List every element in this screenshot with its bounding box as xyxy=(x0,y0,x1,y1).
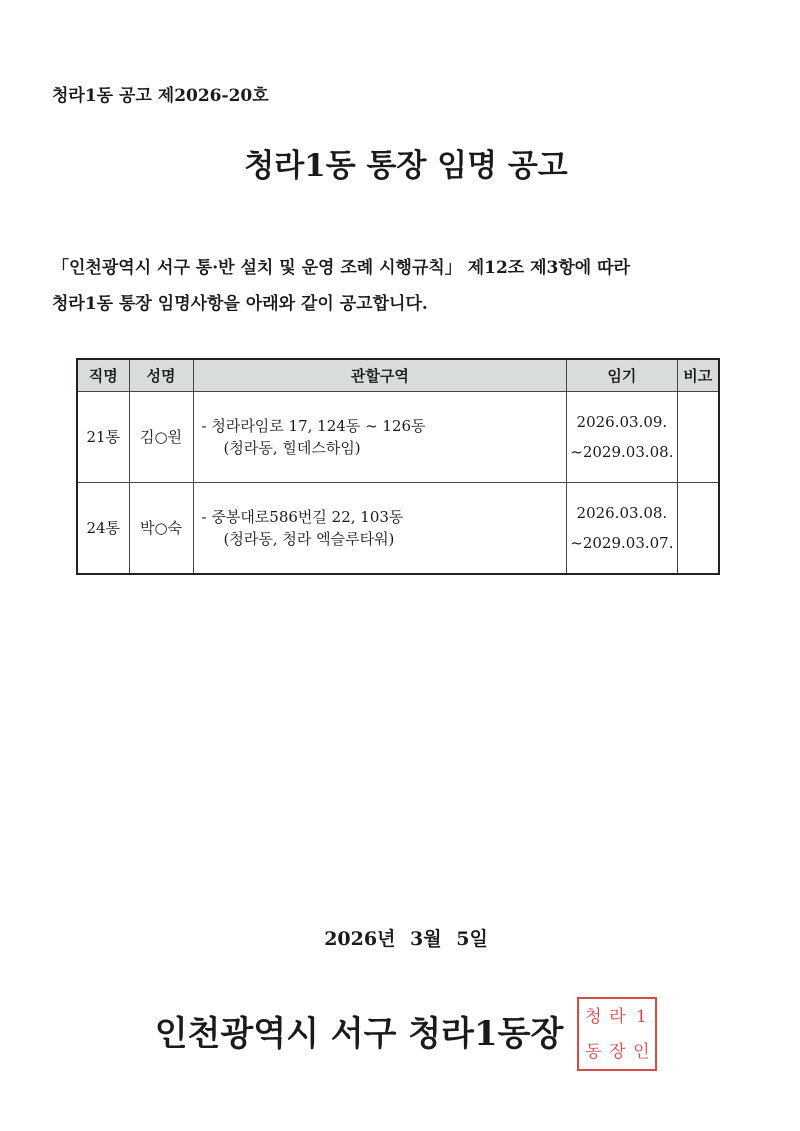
issuer-name: 인천광역시 서구 청라1동장 xyxy=(154,1014,564,1054)
table-row xyxy=(77,392,719,483)
area-address: - 청라라임로 17, 124동 ~ 126동 xyxy=(201,417,426,435)
official-seal: 청 라 1 동 장 인 xyxy=(577,997,657,1071)
cell-note xyxy=(677,483,719,575)
term-start: 2026.03.08. xyxy=(576,504,668,522)
cell-term xyxy=(567,392,677,483)
area-detail: (청라동, 청라 엑슬루타워) xyxy=(223,530,395,548)
area-detail: (청라동, 힐데스하임) xyxy=(223,439,361,457)
header-term: 임기 xyxy=(567,359,677,392)
cell-name: 김○원 xyxy=(129,392,193,483)
body-line-1: 「인천광역시 서구 통·반 설치 및 운영 조례 시행규칙」 제12조 제3항에 따라 xyxy=(52,258,630,278)
notice-number: 청라1동 공고 제2026-20호 xyxy=(52,86,269,106)
table-row xyxy=(77,483,719,575)
cell-area xyxy=(193,392,567,483)
term-end: ~2029.03.08. xyxy=(570,443,674,461)
issuer-block xyxy=(52,997,760,1071)
notice-date: 2026년 3월 5일 xyxy=(324,928,488,950)
cell-position: 21통 xyxy=(77,392,129,483)
cell-name: 박○숙 xyxy=(129,483,193,575)
term-start: 2026.03.09. xyxy=(576,413,668,431)
header-name: 성명 xyxy=(129,359,193,392)
spacer xyxy=(52,575,760,925)
body-line-2: 청라1동 통장 임명사항을 아래와 같이 공고합니다. xyxy=(52,294,428,314)
cell-area xyxy=(193,483,567,575)
appointment-table xyxy=(76,358,720,575)
area-address: - 중봉대로586번길 22, 103동 xyxy=(201,508,404,526)
term-end: ~2029.03.07. xyxy=(570,534,674,552)
notice-body xyxy=(52,250,760,322)
cell-term xyxy=(567,483,677,575)
header-note: 비고 xyxy=(677,359,719,392)
document-title: 청라1동 통장 임명 공고 xyxy=(244,148,568,184)
table-header-row xyxy=(77,359,719,392)
cell-note xyxy=(677,392,719,483)
header-area: 관할구역 xyxy=(193,359,567,392)
cell-position: 24통 xyxy=(77,483,129,575)
header-position: 직명 xyxy=(77,359,129,392)
